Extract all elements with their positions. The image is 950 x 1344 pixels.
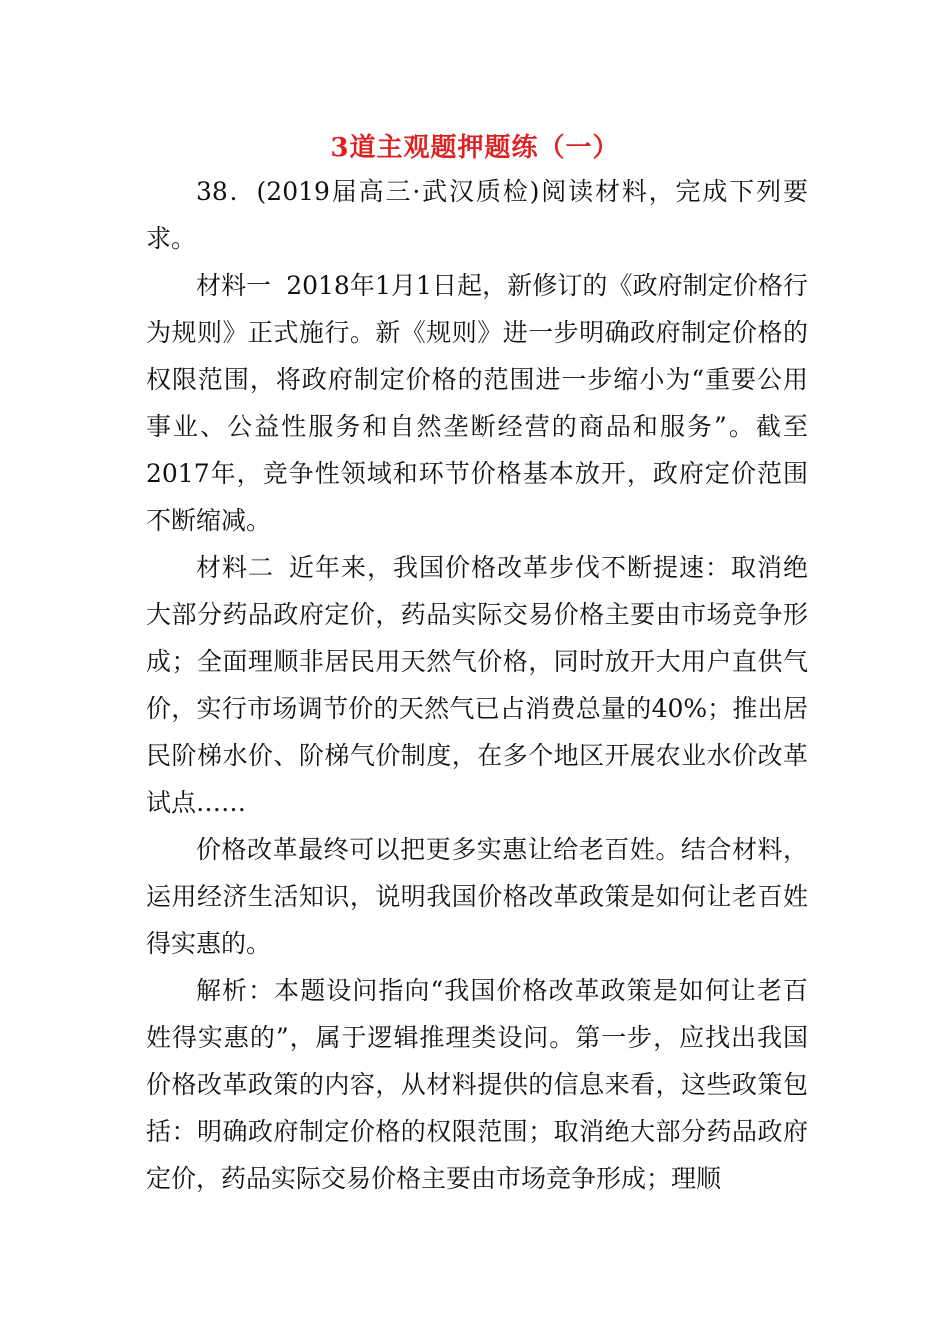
material-one [146,262,808,544]
question-prompt: 价格改革最终可以把更多实惠让给老百姓。结合材料，运用经济生活知识，说明我国价格改革政策是如何让老百姓得实惠的。 [146,835,808,958]
material-two-text: 近年来，我国价格改革步伐不断提速：取消绝大部分药品政府定价，药品实际交易价格主要由市场竞争形成；全面理顺非居民用天然气价格，同时放开大用户直供气价，实行市场调节价的天然气已占消费总量的40%；推出居民阶梯水价、阶梯气价制度，在多个地区开展农业水价改革试点…… [146,553,808,817]
material-one-text: 2018年1月1日起，新修订的《政府制定价格行为规则》正式施行。新《规则》进一步明确政府制定价格的权限范围，将政府制定价格的范围进一步缩小为“重要公用事业、公益性服务和自然垄断经营的商品和服务”。截至2017年，竞争性领域和环节价格基本放开，政府定价范围不断缩减。 [146,271,808,535]
material-two [146,544,808,826]
question-stem: 38．(2019届高三·武汉质检)阅读材料，完成下列要求。 [146,177,808,253]
page-title: 3道主观题押题练（一） [330,133,620,163]
document-body [146,168,808,1202]
analysis-paragraph: 解析：本题设问指向“我国价格改革政策是如何让老百姓得实惠的”，属于逻辑推理类设问。第一步，应找出我国价格改革政策的内容，从材料提供的信息来看，这些政策包括：明确政府制定价格的权限范围；取消绝大部分药品政府定价，药品实际交易价格主要由市场竞争形成；理顺 [146,976,808,1193]
material-one-label: 材料一 [196,271,272,300]
material-two-label: 材料二 [196,553,274,582]
